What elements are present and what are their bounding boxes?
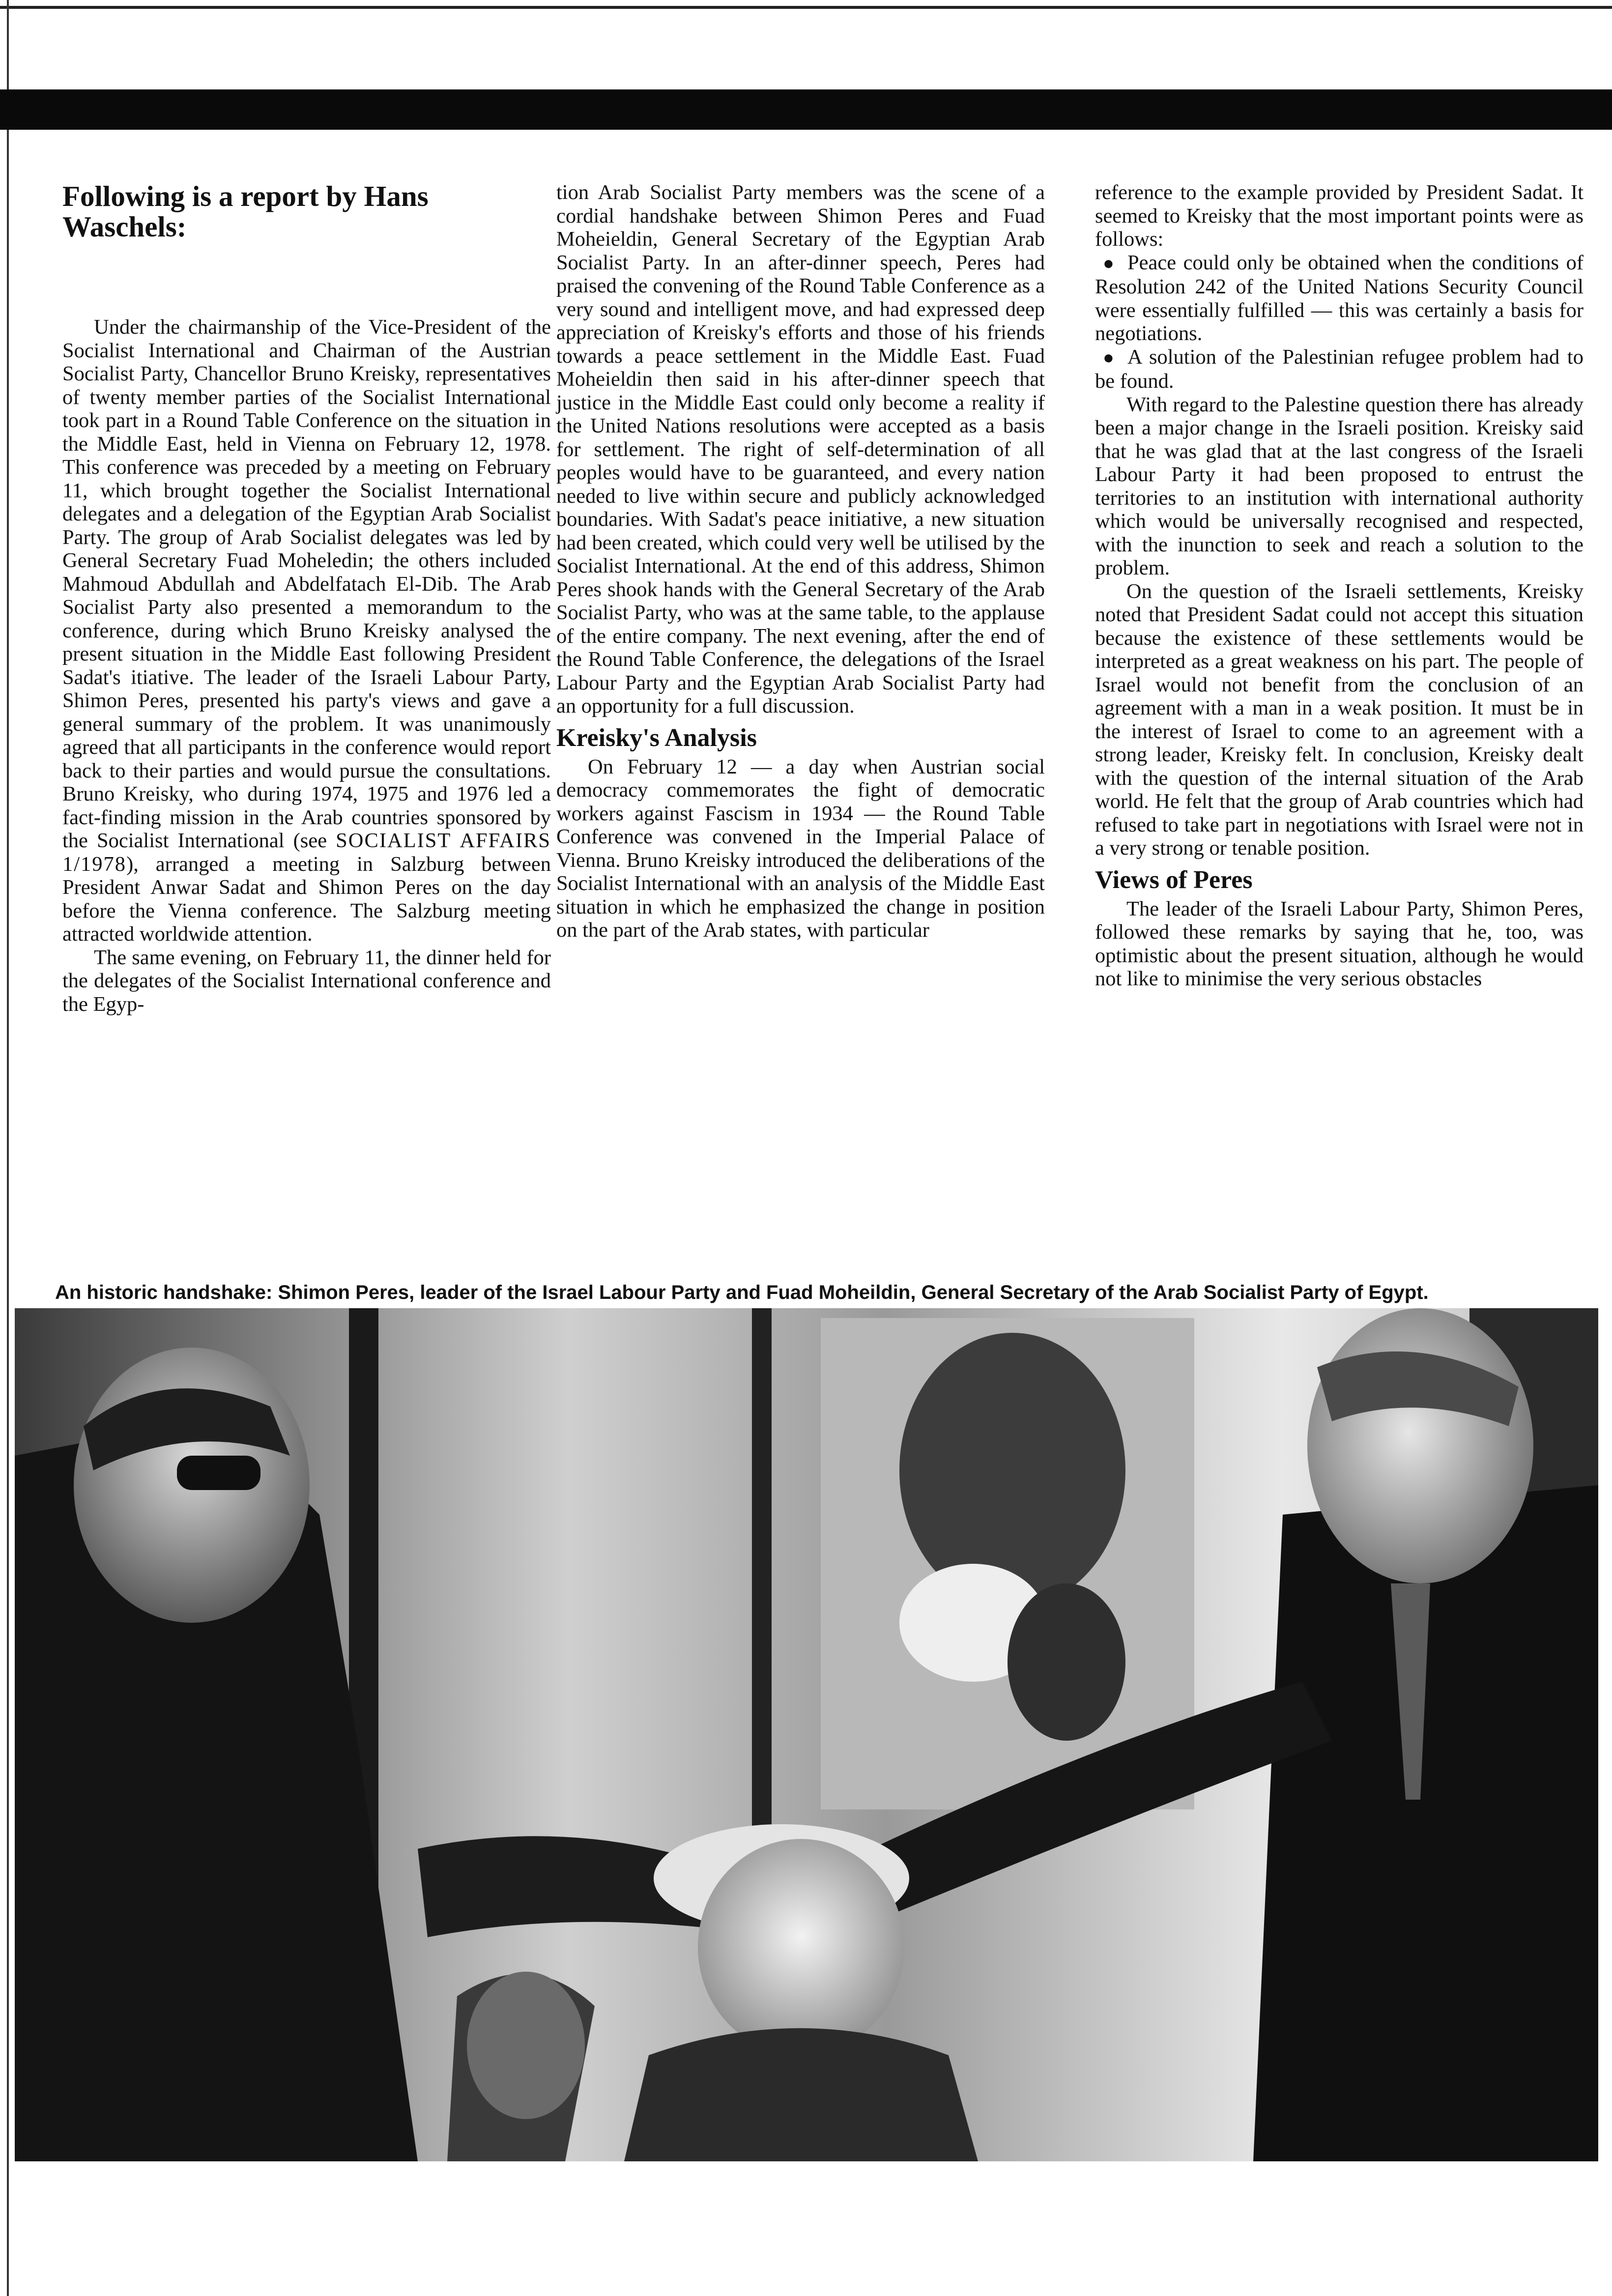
- col2-paragraph-1: tion Arab Socialist Party members was the scene of a cordial handshake between Shimon Peres and Fuad Moheieldin, General Secretary of the Egyptian Arab Socialist Party. In an after-dinner speech, Peres had praised the convening of the Round Table Conference as a very sound and intelligent move, and had expressed deep appreciation of Kreisky's efforts and those of his friends towards a peace settlement in the Middle East. Fuad Moheieldin then said in his after-dinner speech that justice in the Middle East could only become a reality if the United Nations resolutions were accepted as a basis for settlement. The right of self-determination of all peoples would have to be guaranteed, and every nation needed to live within secure and publicly acknowledged boundaries. With Sadat's peace initiative, a new situation had been created, which could very well be utilised by the Socialist International. At the end of this address, Shimon Peres shook hands with the General Secretary of the Arab Socialist Party, who was at the same table, to the applause of the entire company. The next evening, after the end of the Round Table Conference, the delegations of the Israel Labour Party and the Egyptian Arab Socialist Party had an opportunity for a full discussion.: [556, 181, 1045, 718]
- left-edge-rule: [7, 0, 9, 2296]
- handshake-photo-illustration: [15, 1308, 1598, 2161]
- col3-paragraph-2: With regard to the Palestine question there has already been a major change in the Israeli position. Kreisky said that he was glad that at the last congress of the Israeli Labour Party it had been proposed to entrust the territories to an institution with international authority which would be universally recognised and respected, with the inunction to seek and reach a solution to the problem.: [1095, 393, 1583, 579]
- col2-paragraph-2: On February 12 — a day when Austrian social democracy commemorates the fight of democratic workers against Fascism in 1934 — the Round Table Conference was convened in the Imperial Palace of Vienna. Bruno Kreisky introduced the deliberations of the Socialist International with an analysis of the Middle East situation in which he emphasized the change in position on the part of the Arab states, with particular: [556, 755, 1045, 942]
- col3-paragraph-4: The leader of the Israeli Labour Party, Shimon Peres, followed these remarks by saying that he, too, was optimistic about the present situation, although he would not like to minimise the very serious obstacles: [1095, 897, 1583, 990]
- kreiskys-analysis-heading: Kreisky's Analysis: [556, 723, 757, 752]
- article-column-2: [556, 181, 1045, 942]
- photo-caption: An historic handshake: Shimon Peres, leader of the Israel Labour Party and Fuad Moheildin, General Secretary of the Arab Socialist Party of Egypt.: [55, 1282, 1429, 1303]
- article-column-3: [1095, 181, 1583, 991]
- socialist-affairs-reference: SOCIALIST AFFAIRS 1/1978: [62, 829, 551, 876]
- handshake-photo: [15, 1308, 1598, 2161]
- col3-paragraph-3: On the question of the Israeli settlements, Kreisky noted that President Sadat could not accept this situation because the existence of these settlements would be interpreted as a great weakness on his part. The people of Israel would not benefit from the conclusion of an agreement with a man in a weak position. It must be in the interest of Israel to come to an agreement with a strong leader, Kreisky felt. In conclusion, Kreisky dealt with the question of the internal situation of the Arab world. He felt that the group of Arab countries which had refused to take part in negotiations with Israel were not in a very strong or tenable position.: [1095, 579, 1583, 860]
- col3-bullet-2: ● A solution of the Palestinian refugee problem had to be found.: [1095, 345, 1583, 393]
- header-black-band: [0, 89, 1612, 130]
- top-edge-rule: [0, 6, 1612, 9]
- col3-paragraph-1: reference to the example provided by President Sadat. It seemed to Kreisky that the most important points were as follows:: [1095, 181, 1583, 251]
- col1-paragraph-1: [62, 316, 551, 946]
- col3-bullet-1: ● Peace could only be obtained when the conditions of Resolution 242 of the United Nations Security Council were essentially fulfilled — this was certainly a basis for negotiations.: [1095, 251, 1583, 345]
- col1-paragraph-2: The same evening, on February 11, the dinner held for the delegates of the Socialist International conference and the Egyp-: [62, 946, 551, 1016]
- report-headline: Following is a report by Hans Waschels:: [62, 180, 429, 243]
- col1-paragraph-1-text: Under the chairmanship of the Vice-President of the Socialist International and Chairman of the Austrian Socialist Party, Chancellor Bruno Kreisky, representatives of twenty member parties of the Socialist International took part in a Round Table Conference on the situation in the Middle East, held in Vienna on February 12, 1978. This conference was preceded by a meeting on February 11, which brought together the Socialist International delegates and a delegation of the Egyptian Arab Socialist Party. The group of Arab Socialist delegates was led by General Secretary Fuad Moheledin; the others included Mahmoud Abdullah and Abdelfatach El-Dib. The Arab Socialist Party also presented a memorandum to the conference, during which Bruno Kreisky analysed the present situation in the Middle East following President Sadat's itiative. The leader of the Israeli Labour Party, Shimon Peres, presented his party's views and gave a general summary of the problem. It was unanimously agreed that all participants in the conference would report back to their parties and would pursue the consultations. Bruno Kreisky, who during 1974, 1975 and 1976 led a fact-finding mission in the Arab countries sponsored by the Socialist International (see: [62, 316, 551, 852]
- col1-paragraph-1-tail: ), arranged a meeting in Salzburg between President Anwar Sadat and Shimon Peres on the day before the Vienna conference. The Salzburg meeting attracted worldwide attention.: [62, 852, 551, 946]
- views-of-peres-heading: Views of Peres: [1095, 865, 1253, 894]
- article-column-1: [62, 181, 551, 1016]
